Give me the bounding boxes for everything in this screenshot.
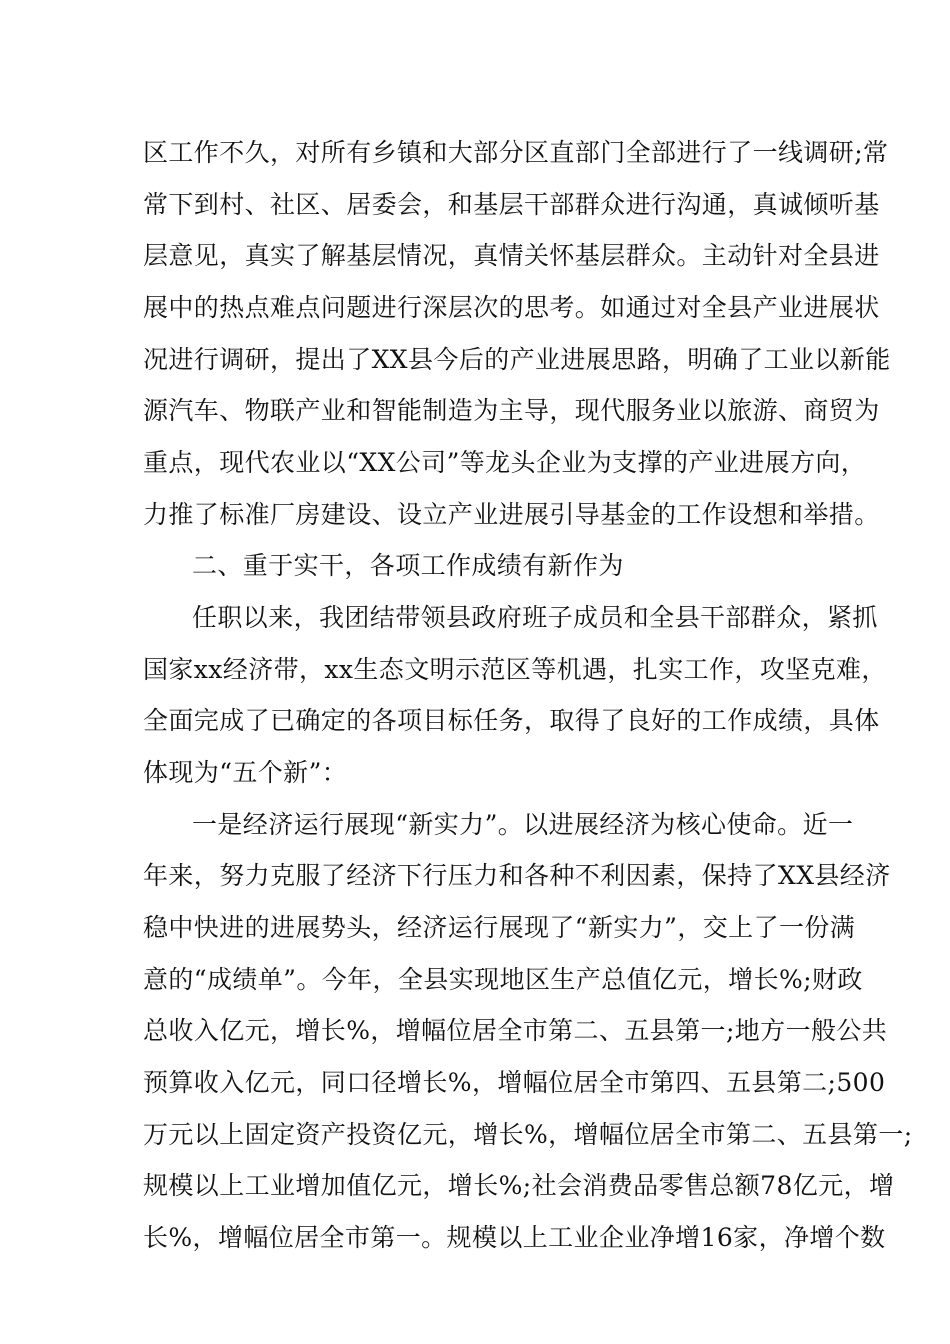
text-line: 规模以上工业增加值亿元，增长%;社会消费品零售总额78亿元，增: [143, 1171, 895, 1200]
text-line: 体现为“五个新”：: [143, 758, 348, 787]
text-line: 任职以来，我团结带领县政府班子成员和全县干部群众，紧抓: [192, 603, 878, 632]
text-line: 国家xx经济带，xx生态文明示范区等机遇，扎实工作，攻坚克难，: [143, 655, 887, 684]
text-line: 重点，现代农业以“XX公司”等龙头企业为支撑的产业进展方向，: [143, 448, 867, 477]
text-line: 万元以上固定资产投资亿元，增长%，增幅位居全市第二、五县第一;: [143, 1120, 913, 1149]
text-line: 力推了标准厂房建设、设立产业进展引导基金的工作设想和举措。: [143, 500, 880, 529]
text-line: 年来，努力克服了经济下行压力和各种不利因素，保持了XX县经济: [143, 861, 891, 890]
text-line: 一是经济运行展现“新实力”。以进展经济为核心使命。近一: [192, 810, 854, 839]
text-line: 区工作不久，对所有乡镇和大部分区直部门全部进行了一线调研;常: [143, 138, 889, 167]
text-line: 长%，增幅位居全市第一。规模以上工业企业净增16家，净增个数: [143, 1223, 886, 1252]
text-line: 常下到村、社区、居委会，和基层干部群众进行沟通，真诚倾听基: [143, 190, 880, 219]
text-line: 全面完成了已确定的各项目标任务，取得了良好的工作成绩，具体: [143, 706, 880, 735]
text-line: 况进行调研，提出了XX县今后的产业进展思路，明确了工业以新能: [143, 345, 891, 374]
text-line: 预算收入亿元，同口径增长%，增幅位居全市第四、五县第二;500: [143, 1068, 886, 1097]
text-line: 层意见，真实了解基层情况，真情关怀基层群众。主动针对全县进: [143, 241, 880, 270]
text-line: 总收入亿元，增长%，增幅位居全市第二、五县第一;地方一般公共: [143, 1016, 888, 1045]
text-line: 意的“成绩单”。今年，全县实现地区生产总值亿元，增长%;财政: [143, 965, 863, 994]
text-line: 展中的热点难点问题进行深层次的思考。如通过对全县产业进展状: [143, 293, 880, 322]
text-line: 稳中快进的进展势头，经济运行展现了“新实力”，交上了一份满: [143, 913, 856, 942]
text-line: 源汽车、物联产业和智能制造为主导，现代服务业以旅游、商贸为: [143, 396, 880, 425]
section-heading: 二、重于实干，各项工作成绩有新作为: [192, 551, 624, 580]
